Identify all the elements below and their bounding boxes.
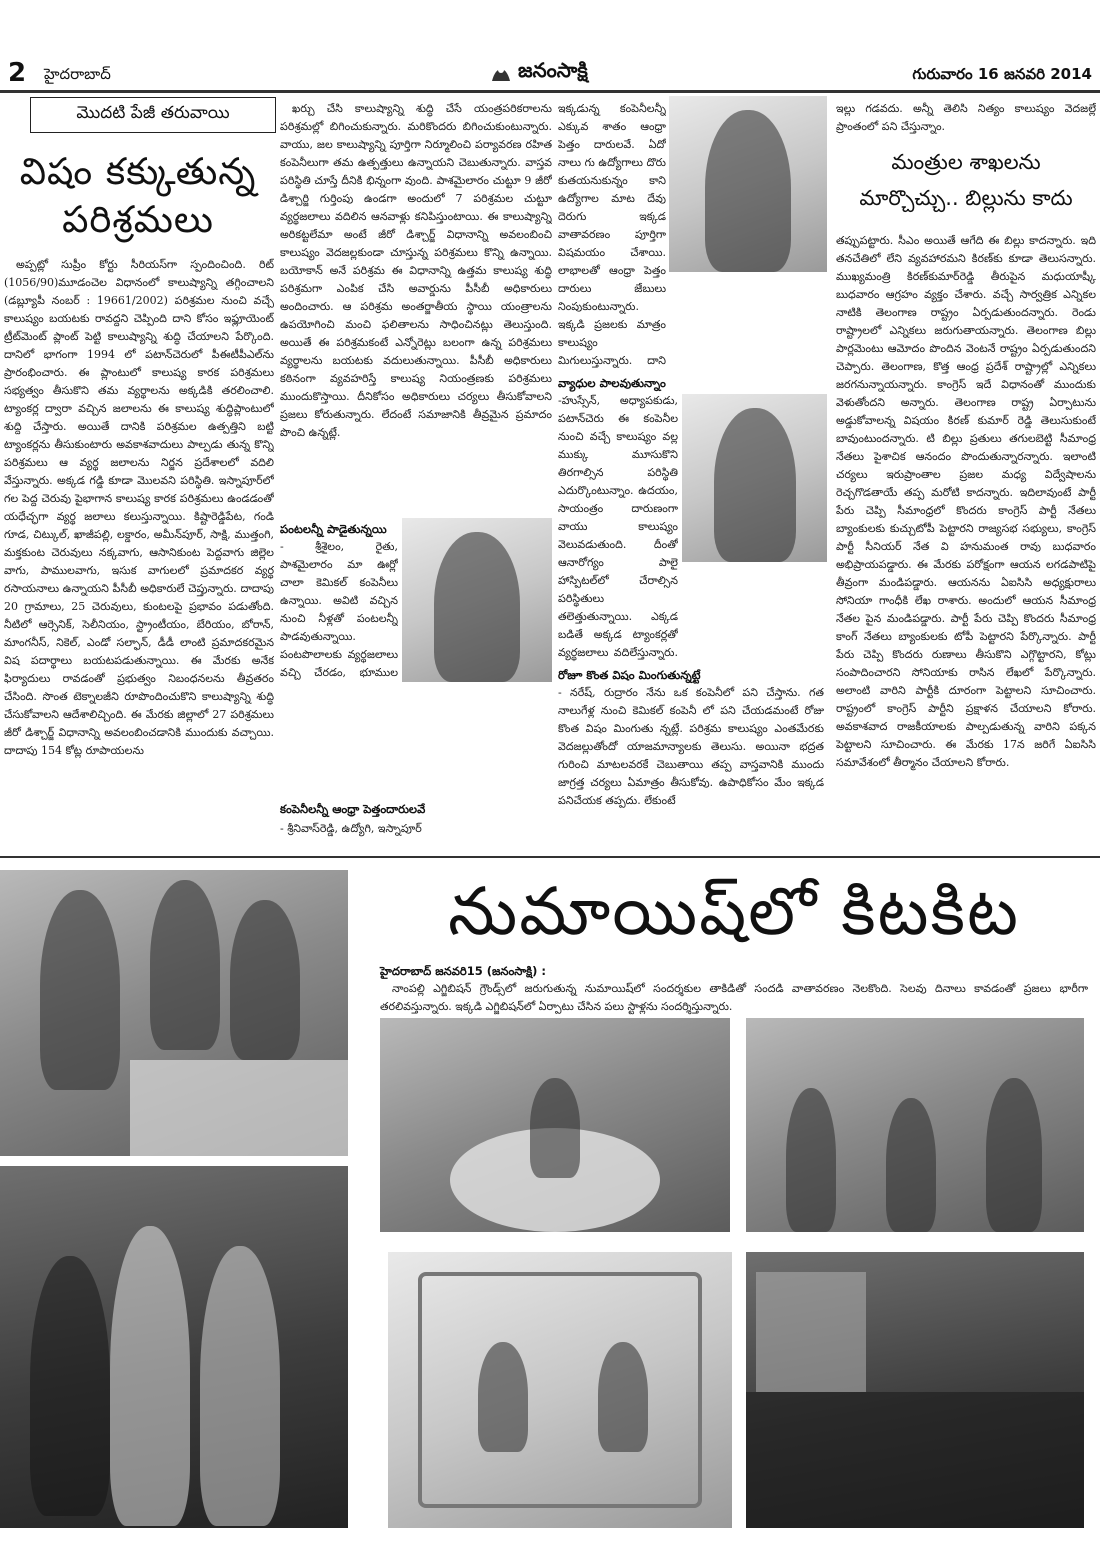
article3-body [380, 980, 1088, 1020]
page-number: 2 [8, 58, 27, 88]
photo-person [200, 1246, 280, 1526]
article1-column-2a [280, 100, 552, 516]
subhead-poison: రోజూ కొంత విషం మింగుతున్నట్టే [558, 668, 701, 682]
header-city: హైదరాబాద్ [44, 65, 111, 83]
article2-headline-line1: మంత్రుల శాఖలను [891, 150, 1041, 174]
photo-person [40, 890, 120, 1090]
crowd [746, 1392, 1084, 1528]
article1-column-2b [280, 538, 398, 682]
article2-body-text: తప్పుపట్టారు. సీఎం అయితే ఆగేది ఈ బిల్లు కాదన్నారు. ఇది తనచేతిలో లేని వ్యవహారమని కిరణ్‌కు కూడా తెలుసన్నారు. ముఖ్యమంత్రి కిరణ్‌కుమార్‌రెడ్డి తీరుపైన మధుయాష్కీ బుధవారం ఆగ్రహం వ్యక్తం చేశారు. వచ్చే సార్వత్రిక ఎన్నికల నాటికి తెలంగాణ రాష్ట్రం ఏర్పడుతుందన్నారు. రెండు రాష్ట్రాలలో ఎన్నికలు జరుగుతాయన్నారు. తెలంగాణ బిల్లు పార్లమెంటు ఆమోదం పొందిన వెంటనే రాష్ట్రం ఏర్పడుతుందని చెప్పారు. తెలంగాణ, కొత్త ఆంధ్ర ప్రదేశ్ రాష్ట్రాల్లో ఎన్నికలు జరగనున్నాయన్నారు. కాంగ్రెస్ ఇదే విధానంతో ముందుకు వెళుతోందని అన్నారు. తెలంగాణ రాష్ట్ర ఏర్పాటును అడ్డుకోవాలన్న విషయం కిరణ్ కుమార్ రెడ్డి తెలుసుకుంటే బావుంటుందన్నారు. టి బిల్లు ప్రతులు తగులబెట్టి సీమాంధ్ర నేతలు పైశాచిక ఆనందం పొందుతున్నారన్నారు. ఇలాంటి చర్యలు ఇరుప్రాంతాల ప్రజల మధ్య విద్వేషాలను రెచ్చగొడతాయే తప్ప మరోటి కాదన్నారు. ఇదిలావుంటే పార్టీ పేరు చెప్పి సీమాంధ్రలో కొందరు కాంగ్రెస్ పార్టీ నేతలు బ్యాంకులకు కుచ్చుటోపీ పెట్టారని రాజ్యసభ సభ్యులు, కాంగ్రెస్ పార్టీ సీనియర్ నేత వి హనుమంత రావు బుధవారం అభిప్రాయపడ్డారు. ఈ మేరకు పరోక్షంగా ఆయన లగడపాటిపై తీవ్రంగా మండిపడ్డారు. ఆయనను ఏఐసిసి అధ్యక్షురాలు సోనియా గాంధీకి లేఖ రాశారు. అందులో ఆయన సీమాంధ్ర నేతల పైన మండిపడ్డారు. పార్టీ పేరు చెప్పి కొందరు సీమాంధ్ర కాంగ్ నేతలు బ్యాంకులకు టోపీ పెట్టారని పేర్కొన్నారు. పార్టీ పేరు చెప్పి కొందరు రుణాలు తీసుకొని ఎగ్గొట్టారని, కోట్లు సంపాదించారని సోనియాకు రాసిన లేఖలో పేర్కొన్నారు. అలాంటి వారిని పార్టీకి దూరంగా పెట్టాలని సూచించారు. రాష్ట్రంలో కాంగ్రెస్ పార్టీని ప్రక్షాళన చేయాలని కోరారు. అవకాశవాద రాజకీయాలకు పాల్పడుతున్న వారిని పక్కన పెట్టాలని సూచించారు. ఈ మేరకు 17న జరిగే ఏఐసిసి సమావేశంలో తీర్మానం చేయాలని కోరారు. [836, 234, 1096, 769]
article1-headline [0, 148, 276, 244]
masthead [490, 56, 588, 88]
article3-body-text: నాంపల్లి ఎగ్జిబిషన్ గ్రౌండ్స్‌లో జరుగుతున్న నుమాయిష్‌లో సందర్శకుల తాకిడితో సందడి వాతావరణం నెలకొంది. సెలవు దినాలు కావడంతో ప్రజలు భారీగా తరలివస్తున్నారు. ఇక్కడి ఎగ్జిబిషన్‌లో ఏర్పాటు చేసిన పలు స్టాళ్లను సందర్శిస్తున్నారు. [380, 982, 1088, 1013]
article1-column-1 [4, 256, 274, 844]
article1-subhead-3 [558, 372, 824, 394]
article1-subhead-4 [558, 664, 824, 686]
building [756, 1272, 866, 1392]
article3-dateline: హైదరాబాద్ జనవరి15 (జనంసాక్షి) : [380, 964, 546, 978]
article2-continuation [836, 100, 1096, 138]
article3-headline: నుమాయిష్‌లో కిటకిట [448, 873, 1020, 950]
page-header [0, 0, 1100, 90]
article2-headline-line2: మార్చొచ్చు.. బిల్లును కాదు [859, 186, 1073, 210]
article1-col2-text: ఖర్చు చేసి కాలుష్యాన్ని శుద్ధి చేసే యంత్రపరికరాలను పరిశ్రమల్లో బిగించుకున్నారు. మరికొందరు బిగించుకుంటున్నారు. వాయు, జల కాలుష్యాన్ని పూర్తిగా నిర్మూలించి పర్యావరణ రహిత కంపెనీలుగా తమ ఉత్పత్తులు ఉన్నాయని చెబుతున్నారు. వాస్తవ పరిస్థితి చూస్తే దీనికి భిన్నంగా వుంది. పాశమైలారం చుట్టూ 9 జీరో డిశ్చార్జి గుర్తింపు ఉండగా అందులో 7 పరిశ్రమల చుట్టూ వ్యర్థజలాలు వదిలిన ఆనవాళ్లు కనిపిస్తుంటాయి. ఈ కాలుష్యాన్ని అరికట్టలేమా అంటే జీరో డిశ్చార్జ్ విధానాన్ని అవలంబించి కాలుష్యం వెదజల్లకుండా చూస్తున్న పరిశ్రమలు కొన్ని ఉన్నాయి. బయోకాన్ అనే పరిశ్రమ ఈ విధానాన్ని ఉత్తమ కాలుష్య శుద్ధి పరిశ్రమగా ఎంపిక చేసి అవార్డును పీసీబీ అధికారులు అందించారు. ఆ పరిశ్రమ అంతర్జాతీయ స్థాయి యంత్రాలను ఉపయోగించి మంచి ఫలితాలను సాధించినట్లు తెలుస్తుంది. అయితే ఈ పరిశ్రమకంటే ఎన్నోరెట్లు బలంగా ఉన్న పరిశ్రమలు వ్యర్థాలను బయటకు వదులుతున్నాయి. పీసీబీ అధికారులు కఠినంగా వ్యవహరిస్తే కాలుష్య నియంత్రణకు పరిశ్రమలు ముందుకొస్తాయి. దీనికోసం అధికారులు చర్యలు తీసుకోవాలని ప్రజలు కోరుతున్నారు. లేదంటే సమాజానికి తీవ్రమైన ప్రమాదం పొంచి ఉన్నట్లే. [280, 102, 552, 439]
article1-col2b-text: - శ్రీశైలం, రైతు, పాశమైలారం మా ఊర్లో చాలా కెమికల్ కంపెనీలు ఉన్నాయి. అవిటి వచ్చిన నుంచి నీళ్లతో పంటలన్నీ పాడవుతున్నాయి. పంటపొలాలకు వ్యర్థజలాలు వచ్చి చేరడం, భూముల [280, 540, 398, 679]
article1-column-3b [558, 392, 678, 662]
photo-person [986, 1078, 1042, 1232]
continued-kicker-box [30, 97, 276, 133]
photo-person [598, 1342, 648, 1452]
article2-body [836, 232, 1096, 828]
article2-headline [836, 144, 1096, 216]
portrait-figure [705, 110, 791, 272]
article1-col2b-text-cont [280, 684, 552, 702]
article1-col1-text: అప్పట్లో సుప్రీం కోర్టు సీరియస్‌గా స్పందించింది. రిట్ (1056/90)మూడంచెల విధానంలో కాలుష్యాన్ని తగ్గించాలని (డబ్ల్యూపీ నంబర్ : 19661/2002) పరిశ్రమల నుంచి వచ్చే కాలుష్యం బయటకు రావద్దని చెప్పింది దాని కోసం ఇఫ్లూయెంట్ ట్రీట్‌మెంట్ ప్లాంట్ పెట్టి కాలుష్యాన్ని శుద్ధి చేయాలని పేర్కొంది. దానిలో భాగంగా 1994 లో పటాన్‌చెరులో పీఈటీపీఎల్‌ను ప్రారంభించారు. ఈ ప్లాంటులో కాలుష్య కారక పరిశ్రమలు సభ్యత్వం తీసుకొని తమ వ్యర్థాలను అక్కడికి తరలించాలి. ట్యాంకర్ల ద్వారా వచ్చిన జలాలను ఈ కాలుష్య శుద్ధిప్లాంటులో శుద్ది చేస్తారు. అయితే దానికి పరిశ్రమల ఉత్పత్తిని బట్టి ట్యాంకర్లను తీసుకుంటారు అవకాశవాదులు పాల్పడు తున్న కొన్ని పరిశ్రమలు ఆ వ్యర్థ జలాలను నిర్జన ప్రదేశాలలో వదిలి వేస్తున్నారు. అక్కడ గడ్డి కూడా మొలవని పరిస్థితి. ఇస్నాపూర్‌లో గల పెద్ద చెరువు పైభాగాన కాలుష్య కారక పరిశ్రమలు ఉండడంతో యధేచ్ఛగా వ్యర్థ జలాలు కలుస్తున్నాయి. కిష్టారెడ్డిపేట, గండి గూడ, చిట్కుల్, ఖాజీపల్లి, లక్డారం, అమీన్‌పూర్, సాక్షి, ముత్తంగి, మక్తకుంట చెరువులు నక్కవాగు, ఆసానికుంట పెద్దవాగు జిల్లెల వాగు, పాములవాగు, ఇసుక వాగులలో ప్రమాదకర వ్యర్థ రసాయనాలు ఉన్నాయని పీసీబీ అధికారులే చెప్తున్నారు. దాదాపు 20 గ్రామాలు, 25 చెరువులు, కుంటలపై ప్రభావం పడుతోంది. నీటిలో ఆర్సెనిక్, సెలీనియం, స్ట్రాంటీయం, బేరియం, బోరాన్, మాంగనీస్, నికెల్, ఎండో సల్ఫాన్, డీడీ లాంటి ప్రమాదకరమైన విష పదార్థాలు బయటపడుతున్నాయి. ఈ మేరకు అనేక ఫిర్యాదులు రావడంతో ప్రభుత్వం నిబంధనలను తీవ్రతరం చేసింది. సొంత టెక్నాలజీని రూపొందించుకొని కాలుష్యాన్ని శుద్ధి చేసుకోవాలని ఆదేశాలిచ్చింది. ఈ మేరకు జిల్లాలో 27 పరిశ్రమలు జీరో డిశ్చార్జ్ విధానాన్ని అవలంబించడానికి ముందుకు వచ్చాయి. దాదాపు 154 కోట్ల రూపాయలను [4, 258, 274, 757]
photo-person [786, 1088, 836, 1232]
masthead-title: జనంసాక్షి [518, 57, 588, 82]
article1-column-3a [558, 100, 666, 370]
article1-subhead-1 [280, 518, 400, 540]
article1-headline-line1: విషం కక్కుతున్న [19, 150, 257, 193]
masthead-logo-icon [490, 61, 512, 83]
article1-headline-line2: పరిశ్రమలు [62, 198, 214, 241]
portrait-figure [434, 532, 520, 682]
wheel-frame [418, 1272, 702, 1508]
article1-col3c-text: - నరేష్, రుద్రారం నేను ఒక కంపెనీలో పని చేస్తాను. గత నాలుగేళ్ల నుంచి కెమికల్ కంపెనీ లో పని చేయడమంటే రోజు కొంత విషం మింగుతు న్నట్లే. పరిశ్రమ కాలుష్యం ఎంతమేరకు వెదజల్లుతోందో యాజమాన్యాలకు తెలుసు. అయినా భద్రత గురించి మాటలవరకే చెబుతాయి తప్ప వాస్తవానికి ముందు జాగ్రత్త చర్యలు ఏమాత్రం తీసుకోవు. ఉపాధికోసం మేం ఇక్కడ పనిచేయక తప్పదు. లేకుంటే [558, 686, 824, 807]
portrait-figure [714, 408, 796, 562]
crowd-girls-photo [0, 1166, 348, 1528]
subhead-crops: పంటలన్నీ పాడైతున్నయి [280, 522, 387, 536]
train-ride-crowd-photo [746, 1018, 1084, 1232]
photo-person [230, 900, 300, 1060]
photo-person [478, 1342, 528, 1452]
header-date: గురువారం 16 జనవరి 2014 [912, 65, 1092, 83]
article1-subhead-2 [280, 798, 552, 838]
article1-col3b-text: -హుస్సేన్, అధ్యాపకుడు, పటాన్‌చెరు ఈ కంపెనీల నుంచి వచ్చే కాలుష్యం వల్ల ముక్కు మూసుకొని తిరగాల్సిన పరిస్థితి ఎదుర్కొంటున్నాం. ఉదయం, సాయంత్రం దారుణంగా వాయు కాలుష్యం వెలువడుతుంది. దీంతో ఆనారోగ్యం పాలై హాస్పిటల్‌లో చేరాల్సిన పరిస్థితులు తలెత్తుతున్నాయి. ఎక్కడ బడితే అక్కడ ట్యాంకర్లతో వ్యర్థజలాలు వదిలేస్తున్నారు. [558, 394, 678, 659]
subhead-diseases: వ్యాధుల పాలవుతున్నాం [558, 376, 666, 390]
header-rule [0, 90, 1100, 93]
photo-person [150, 880, 220, 1050]
photo-person [110, 1226, 190, 1526]
article1-col2c-text: - శ్రీనివాస్‌రెడ్డి, ఉద్యోగి, ఇస్నాపూర్ [280, 822, 422, 835]
street-crowd-photo [746, 1252, 1084, 1528]
article1-column-2c [280, 684, 552, 790]
section-divider [0, 856, 1100, 858]
farmer-portrait-photo [402, 518, 552, 682]
photo-person [30, 1256, 110, 1516]
teacup-ride-photo [380, 1018, 730, 1232]
article1-col3a-text: ఇక్కడున్న కంపెనీలన్నీ ఎక్కువ శాతం ఆంధ్రా పెత్తం దారులవే. ఏదో నాలు గు ఉద్యోగాలు దొరు కుతయనుకున్నం కాని ఉద్యోగాల మాట దేవు దెరుగు ఇక్కడ వాతావరణం పూర్తిగా విషమయం చేశాయి. లాభాలతో ఆంధ్రా పెత్తం దారులు జేబులు నింపుకుంటున్నారు. ఇక్కడి ప్రజలకు మాత్రం కాలుష్యం మిగులుస్తున్నారు. దాని [558, 102, 666, 367]
subhead-andhra-companies: కంపెనీలన్నీ ఆంధ్రా పెత్తందారులవే [280, 802, 426, 816]
continued-kicker: మొదటి పేజీ తరువాయి [76, 103, 230, 123]
article1-column-3c [558, 684, 824, 836]
photo-person [886, 1098, 936, 1232]
exhibition-stall-photo [0, 870, 348, 1156]
stall-table [130, 1060, 348, 1156]
worker-portrait-photo [682, 394, 827, 562]
giant-wheel-photo [388, 1252, 732, 1528]
teacher-portrait-photo [669, 96, 827, 272]
photo-person [530, 1078, 580, 1178]
article2-top-text: ఇల్లు గడవదు. అన్నీ తెలిసి నిత్యం కాలుష్యం వెదజల్లే ప్రాంతంలో పని చేస్తున్నాం. [836, 102, 1096, 133]
